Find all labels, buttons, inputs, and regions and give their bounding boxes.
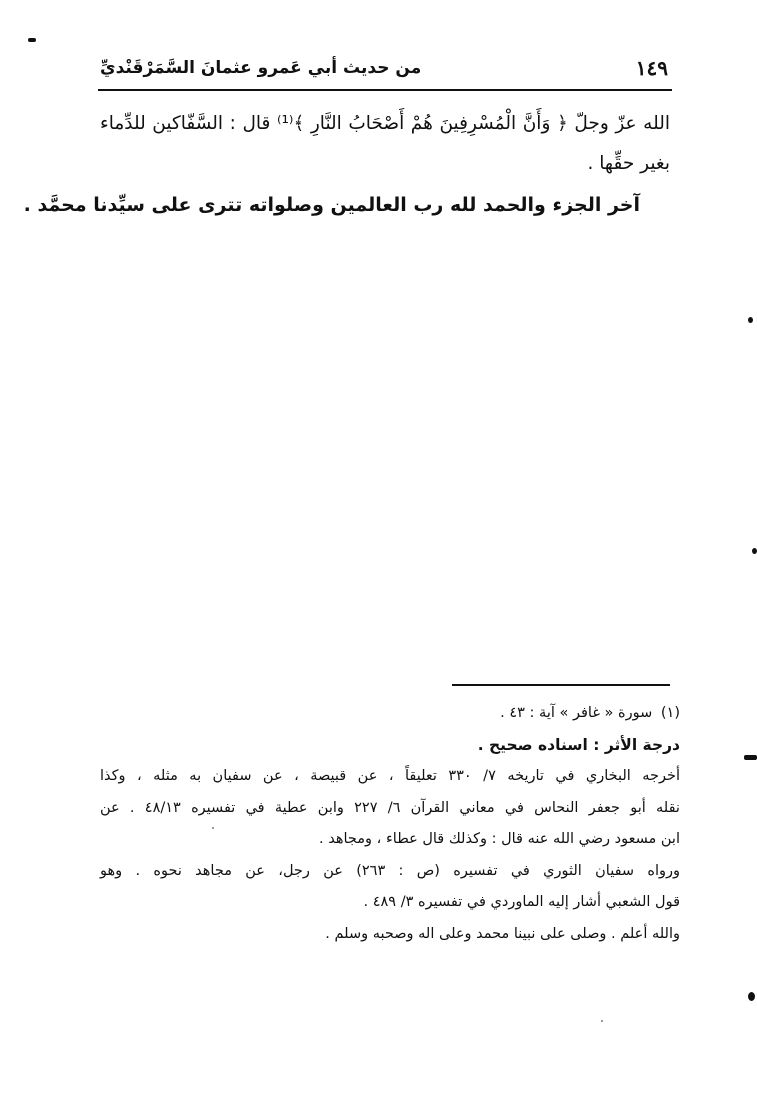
page-number: ١٤٩	[635, 56, 668, 80]
footnote-line: قول الشعبي أشار إليه الماوردي في تفسيره ٣/ ٤٨٩ .	[363, 894, 680, 910]
footnotes	[100, 698, 680, 950]
main-text: الله عزّ وجلّ ﴿ وَأَنَّ الْمُسْرِفِينَ هُمْ أَصْحَابُ النَّارِ ﴾⁽¹⁾ قال : السَّفّاكين للدِّماء بغير حقِّها .	[100, 113, 670, 174]
closing-line: آخر الجزء والحمد لله رب العالمين وصلواته تترى على سيِّدنا محمَّد .	[23, 194, 640, 216]
scan-speck	[744, 755, 757, 760]
scan-speck	[752, 548, 757, 554]
running-title: من حديث أبي عَمرو عثمانَ السَّمَرْقَنْديِّ	[100, 58, 422, 78]
scan-speck	[748, 317, 753, 323]
footnote-line: نقله أبو جعفر النحاس في معاني القرآن ٦/ ٢٢٧ وابن عطية في تفسيره ٤٨/١٣ . عن	[100, 799, 680, 816]
footnote-1	[100, 698, 680, 730]
footnote-line: أخرجه البخاري في تاريخه ٧/ ٣٣٠ تعليقاً ، عن قبيصة ، عن سفيان به مثله ، وكذا	[100, 768, 680, 784]
footnote-text: سورة « غافر » آية : ٤٣ .	[500, 705, 653, 721]
scan-speck	[748, 992, 755, 1001]
footnote-line: والله أعلم . وصلى على نبينا محمد وعلى اله وصحبه وسلم .	[325, 925, 680, 942]
header-rule	[98, 89, 672, 91]
footnote-line: ابن مسعود رضي الله عنه قال : وكذلك قال عطاء ، ومجاهد .	[319, 831, 680, 847]
footnote-marker: (١)	[660, 705, 680, 721]
footnote-line: ورواه سفيان الثوري في تفسيره (ص : ٢٦٣) عن رجل، عن مجاهد نحوه . وهو	[100, 862, 681, 879]
running-header	[98, 52, 672, 88]
verdict-line: درجة الأثر : اسناده صحيح .	[477, 735, 680, 754]
scan-speck	[28, 38, 36, 42]
scan-speck	[601, 1020, 603, 1022]
footnote-separator	[452, 684, 670, 686]
